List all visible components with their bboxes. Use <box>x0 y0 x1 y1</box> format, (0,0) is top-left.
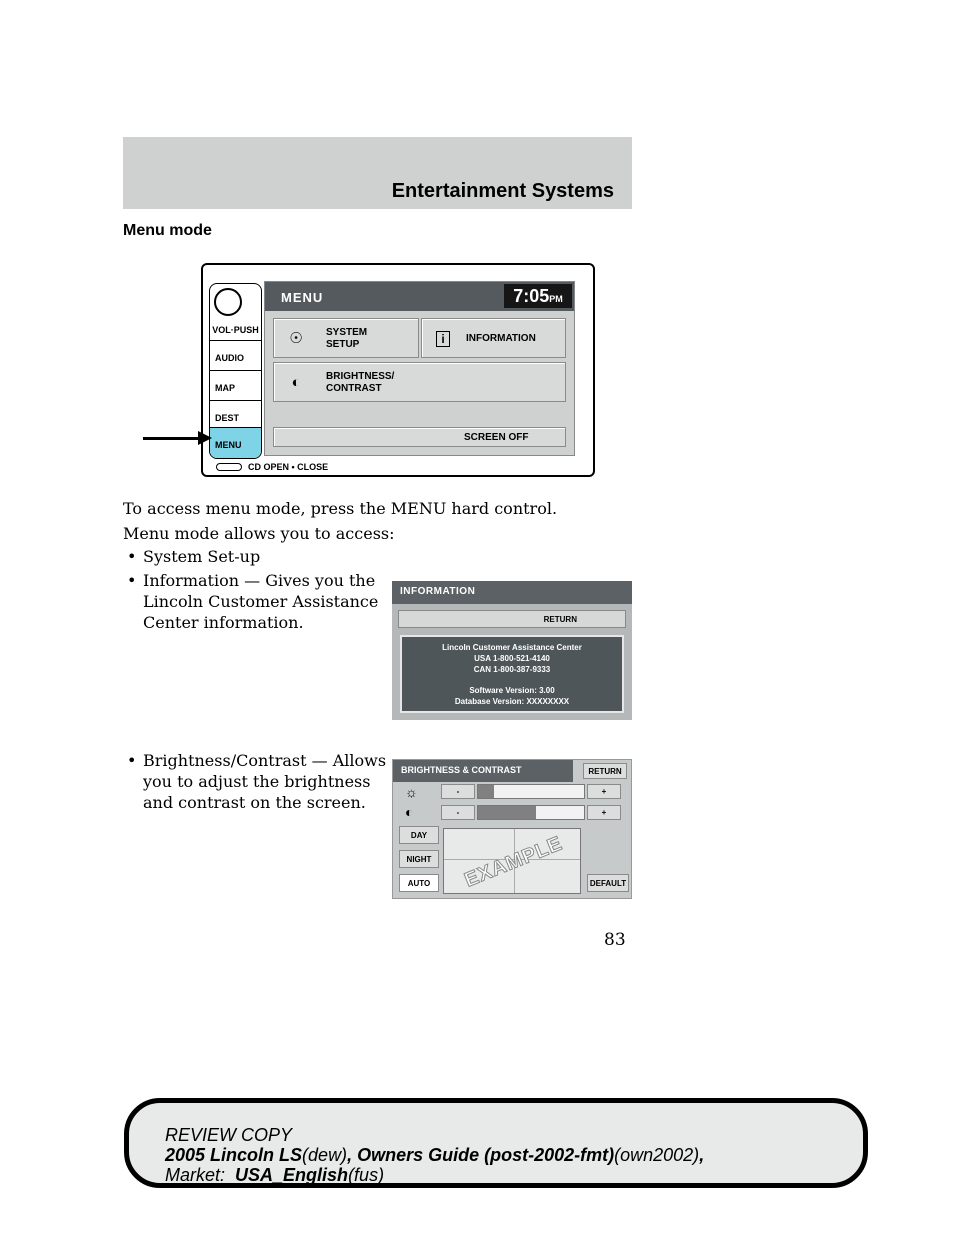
info-line-database: Database Version: XXXXXXXX <box>454 697 570 706</box>
bullet-brightness <box>127 750 403 813</box>
example-watermark: EXAMPLE <box>461 832 566 892</box>
brightness-contrast-screen-figure <box>392 759 632 899</box>
clock-suffix: PM <box>549 294 563 304</box>
information-screen-figure <box>392 581 632 720</box>
info-line-center: Lincoln Customer Assistance Center <box>442 643 582 652</box>
paragraph-allows: Menu mode allows you to access: <box>123 524 395 543</box>
bullet-text: Information — Gives you the Lincoln Customer Assistance Center information. <box>143 571 379 632</box>
contrast-icon: ◐ <box>405 804 414 820</box>
info-icon: i <box>436 331 450 347</box>
info-line-usa: USA 1-800-521-4140 <box>474 654 550 663</box>
information-screen-title: INFORMATION <box>392 581 632 604</box>
information-label: INFORMATION <box>466 333 536 344</box>
pointer-arrow <box>143 437 201 440</box>
review-model: 2005 Lincoln LS <box>165 1145 303 1165</box>
info-panel <box>400 635 624 713</box>
information-button <box>421 318 566 358</box>
vol-push-label: VOL·PUSH <box>212 325 259 335</box>
review-market-label: Market: <box>165 1165 226 1185</box>
header-band <box>123 137 632 209</box>
night-button: NIGHT <box>399 850 439 868</box>
default-button: DEFAULT <box>587 874 629 892</box>
review-copy-line1 <box>165 1125 704 1145</box>
review-market-code: (fus) <box>348 1165 385 1185</box>
day-button: DAY <box>399 826 439 844</box>
review-model-code: (dew) <box>302 1145 348 1165</box>
paragraph-access: To access menu mode, press the MENU hard control. <box>123 499 558 518</box>
clock <box>504 284 572 308</box>
brightness-minus-button: - <box>441 784 475 799</box>
br-return-button: RETURN <box>583 763 627 779</box>
bullet-marker: • <box>127 751 137 770</box>
review-copy-line2: 2005 Lincoln LS(dew), Owners Guide (post-2002-fmt)(own2002), <box>165 1145 705 1165</box>
bullet-text: Brightness/Contrast — Allows you to adjust the brightness and contrast on the screen. <box>143 751 387 812</box>
pointer-arrow-head-icon <box>198 431 212 445</box>
map-button: MAP <box>210 370 262 400</box>
system-setup-label: SYSTEM SETUP <box>326 327 368 350</box>
bullet-information <box>127 570 383 633</box>
contrast-icon: ◐ <box>291 374 301 391</box>
info-line-software: Software Version: 3.00 <box>469 686 555 695</box>
page-header-title: Entertainment Systems <box>391 180 614 202</box>
info-line-can: CAN 1-800-387-9333 <box>473 665 551 674</box>
page-number: 83 <box>604 930 626 950</box>
menu-button: MENU <box>210 427 262 459</box>
review-market: USA_English <box>235 1165 349 1185</box>
contrast-level-bar <box>477 805 585 820</box>
bullet-marker: • <box>127 547 137 566</box>
section-title: Menu mode <box>123 222 212 239</box>
contrast-plus-button: + <box>587 805 621 820</box>
cd-slot-icon <box>216 463 242 471</box>
brightness-contrast-button <box>273 362 566 402</box>
info-return-button: RETURN <box>398 610 626 628</box>
map-preview <box>443 828 581 894</box>
brightness-contrast-label: BRIGHTNESS/ CONTRAST <box>326 371 395 394</box>
review-copy-text <box>165 1125 704 1185</box>
globe-icon: ☉ <box>289 330 303 347</box>
audio-button: AUDIO <box>210 340 262 370</box>
contrast-minus-button: - <box>441 805 475 820</box>
review-guide-code: (own2002) <box>614 1145 700 1165</box>
brightness-sun-icon: ☼ <box>405 784 418 800</box>
cd-open-close-label: CD OPEN • CLOSE <box>248 462 329 472</box>
volume-knob <box>214 288 242 316</box>
review-guide: Owners Guide (post-2002-fmt) <box>357 1145 615 1165</box>
clock-time: 7:05 <box>513 286 550 306</box>
brightness-level-fill <box>478 785 494 798</box>
contrast-level-fill <box>478 806 536 819</box>
brightness-plus-button: + <box>587 784 621 799</box>
bullet-system-setup <box>127 546 393 567</box>
menu-screen <box>264 281 575 456</box>
system-setup-button <box>273 318 419 358</box>
screen-off-button <box>273 427 566 447</box>
menu-screen-title: MENU <box>281 290 324 305</box>
screen-off-label: SCREEN OFF <box>464 432 529 443</box>
auto-button: AUTO <box>399 874 439 892</box>
review-copy-label: REVIEW COPY <box>165 1125 293 1145</box>
dest-button: DEST <box>210 400 262 430</box>
brightness-screen-title: BRIGHTNESS & CONTRAST <box>393 760 573 782</box>
brightness-level-bar <box>477 784 585 799</box>
bullet-marker: • <box>127 571 137 590</box>
bullet-text: System Set-up <box>143 547 261 566</box>
menu-screen-header <box>265 282 574 311</box>
review-copy-line3 <box>165 1165 704 1185</box>
